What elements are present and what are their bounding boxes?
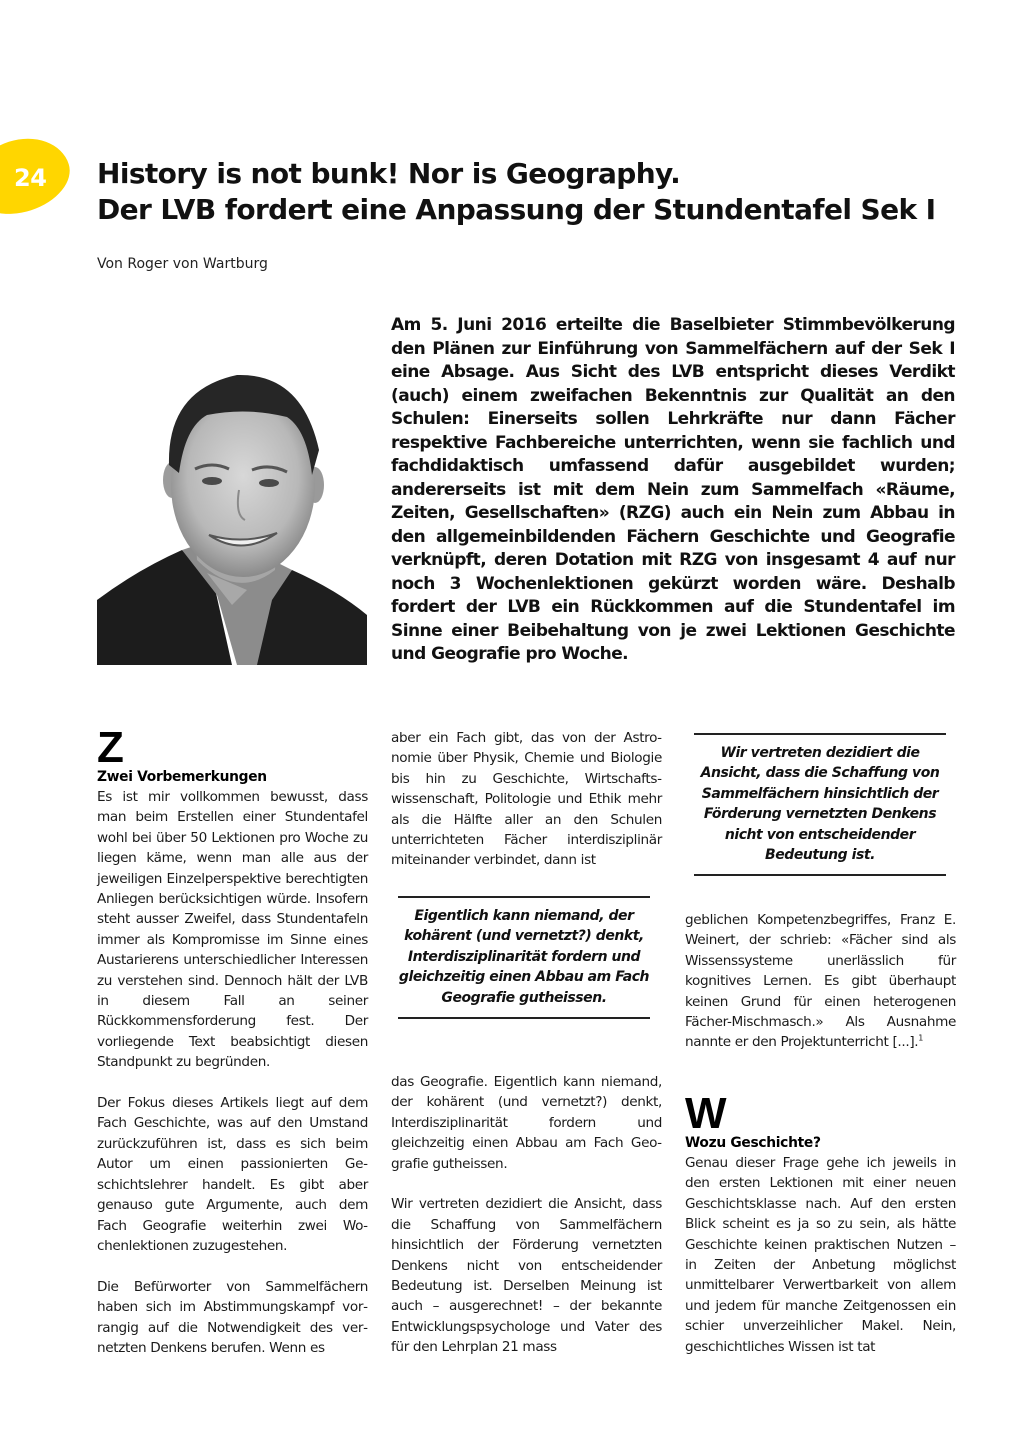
page-number: 24 — [14, 164, 47, 192]
paragraph: Wir vertreten dezidiert die Ansicht, dass die Schaffung von Sammelfächern hinsichtlich der Förderung vernetzten Denkens nicht von entscheidender Bedeutung ist. Derselben Meinung ist auch – ausgerechnet! – der bekannte Entwicklungspsychologe und Vater des für den Lehrplan 21 mass — [391, 1196, 662, 1356]
title-line-1: History is not bunk! Nor is Geography. — [97, 157, 681, 190]
title-line-2: Der LVB fordert eine Anpassung der Stundentafel Sek I — [97, 193, 936, 226]
column-2-top — [391, 728, 662, 871]
paragraph: Der Fokus dieses Artikels liegt auf dem Fach Geschichte, was auf den Umstand zurückzuführen ist, dass es sich beim Autor um einen passionierten Geschichtslehrer handelt. Es gibt aber genauso gute Argumente, auch dem Fach Geografie weiterhin zwei Wochenlektionen zuzugestehen. — [97, 1095, 368, 1254]
byline: Von Roger von Wartburg — [97, 256, 268, 272]
column-3-mid — [685, 910, 956, 1053]
portrait-photo-icon — [97, 345, 367, 665]
drop-initial: Z — [97, 723, 124, 772]
paragraph: Die Befürworter von Sammelfächern haben sich im Abstimmungskampf vorrangig auf die Notwendigkeit des vernetzten Denkens berufen. Wenn es — [97, 1278, 368, 1356]
paragraph: aber ein Fach gibt, das von der Astronomie über Physik, Chemie und Biologie bis hin zu Geschichte, Wirtschaftswissenschaft, Politologie und Ethik mehr als die Hälfte aller an den Schulen unterrichteten Fächer interdisziplinär miteinander verbindet, dann ist — [391, 730, 662, 869]
author-portrait — [97, 345, 367, 665]
pull-quote: Wir vertreten dezidiert die Ansicht, dass die Schaffung von Sammelfächern hinsichtlich der Förderung vernetzten Denkens nicht von entscheidender Bedeutung ist. — [694, 733, 946, 876]
drop-initial: W — [685, 1089, 727, 1138]
article-title — [97, 156, 977, 228]
paragraph: Genau dieser Frage gehe ich jeweils in den ersten Lektionen mit einer neuen Geschichtsklasse nach. Auf den ersten Blick scheint es ja so zu sein, als hätte Geschichte keinen praktischen Nutzen – in Zeiten der Anbetung möglichst unmittelbarer Verwertbarkeit von allem und jedem für manche Zeitgenossen ein schier unverzeihlicher Makel. Nein, geschichtliches Wissen ist tat — [685, 1155, 956, 1355]
section-heading: Zwei Vorbemerkungen — [97, 769, 267, 785]
paragraph-text: geblichen Kompetenzbegriffes, Franz E. Weinert, der schrieb: «Fächer sind als Wissenssysteme unerlässlich für kognitives Lernen. Es gibt überhaupt keinen Grund für einen heterogenen Fächer-Mischmasch.» Als Ausnahme nannte er den Projektunterricht [...]. — [685, 912, 956, 1051]
paragraph: das Geografie. Eigentlich kann niemand, der kohärent (und vernetzt?) denkt, Interdisziplinarität fordern und gleichzeitig einen Abbau am Fach Geografie gutheissen. — [391, 1074, 662, 1172]
column-1 — [97, 723, 368, 1358]
paragraph: Es ist mir vollkommen bewusst, dass man beim Erstellen einer Stundentafel wohl bei über 50 Lektionen pro Woche zu liegen käme, wenn man alle aus der jeweiligen Einzelperspektive berechtigten Anliegen berücksichtigen würde. Insofern steht ausser Zweifel, dass Stundentafeln immer als Kompromisse im Sinne eines Austarierens unterschiedlicher Interessen zu verstehen sind. Dennoch hält der LVB in diesem Fall an seiner Rückkommensforderung fest. Der vorliegende Text beabsichtigt diesen Standpunkt zu begründen. — [97, 789, 368, 1071]
footnote-ref[interactable]: 1 — [918, 1033, 924, 1043]
article-lead: Am 5. Juni 2016 erteilte die Baselbieter Stimmbevölkerung den Plänen zur Einführung von Sammelfächern auf der Sek I eine Absage. Aus Sicht des LVB entspricht dieses Verdikt (auch) einem zweifachen Bekenntnis zur Qualität an den Schulen: Einerseits sollen Lehrkräfte nur dann Fächer respektive Fachbereiche unterrichten, wenn sie fachlich und fachdidaktisch umfassend dafür ausgebildet wurden; andererseits ist mit dem Nein zum Sammelfach «Räume, Zeiten, Gesellschaften» (RZG) auch ein Nein zum Abbau in den allgemeinbildenden Fächern Geschichte und Geografie verknüpft, deren Dotation mit RZG von insgesamt 4 auf nur noch 3 Wochenlektionen gekürzt worden wäre. Deshalb fordert der LVB ein Rückkommen auf die Stundentafel im Sinne einer Beibehaltung von je zwei Lektionen Geschichte und Geografie pro Woche. — [391, 315, 955, 664]
column-3-bottom — [685, 1089, 956, 1357]
column-2-bottom — [391, 1072, 662, 1358]
paragraph — [685, 910, 956, 1053]
section-heading: Wozu Geschichte? — [685, 1135, 821, 1151]
pull-quote: Eigentlich kann niemand, der kohärent (und vernetzt?) denkt, Interdisziplinarität fordern und gleichzeitig einen Abbau am Fach Geografie gutheissen. — [398, 896, 650, 1019]
